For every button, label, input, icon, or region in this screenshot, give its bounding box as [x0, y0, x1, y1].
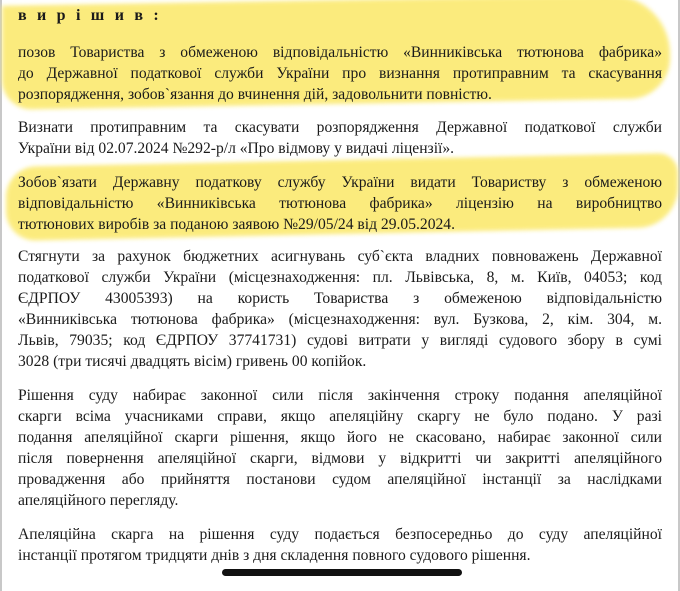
- paragraph-4-line: Стягнути за рахунок бюджетних асигнувань суб`єкта владних повноважень Державної: [18, 248, 662, 265]
- paragraph-5-line: після повернення апеляційної скарги, відмови у відкритті чи закритті апеляційного: [18, 450, 662, 467]
- paragraph-3-line: відповідальністю «Винниківська тютюнова фабрика» ліцензію на виробництво: [18, 195, 662, 212]
- paragraph-4-line: ЄДРПОУ 43005393) на користь Товариства з обмеженою відповідальністю: [18, 290, 662, 307]
- paragraph-5-line: скарги всіма учасниками справи, якщо апеляційну скаргу не було подано. У разі: [18, 408, 662, 425]
- paragraph-5-line: Рішення суду набирає законної сили після закінчення строку подання апеляційної: [18, 387, 662, 404]
- paragraph-5-line: подання апеляційної скарги рішення, якщо його не скасовано, набирає законної сили: [18, 429, 662, 446]
- paragraph-4-line: податкової служби України (місцезнаходження: пл. Львівська, 8, м. Київ, 04053; код: [18, 269, 662, 286]
- paragraph-2-line: України від 02.07.2024 №292-р/л «Про відмову у видачі ліцензії».: [18, 140, 455, 157]
- paragraph-4-line: Львів, 79035; код ЄДРПОУ 37741731) судові витрати у вигляді судового збору в сумі: [18, 332, 662, 349]
- paragraph-1-line: до Державної податкової служби України про визнання протиправним та скасування: [18, 65, 662, 82]
- paragraph-2-line: Визнати протиправним та скасувати розпорядження Державної податкової служби: [18, 119, 662, 136]
- paragraph-4-line: «Винниківська тютюнова фабрика» (місцезнаходження: вул. Бузкова, 2, кім. 304, м.: [18, 311, 662, 328]
- paragraph-3-line: Зобов`язати Державну податкову службу України видати Товариству з обмеженою: [18, 174, 662, 191]
- paragraph-6-line: Апеляційна скарга на рішення суду подається безпосередньо до суду апеляційної: [18, 526, 662, 543]
- paragraph-6-line: інстанції протягом тридцяти днів з дня складення повного судового рішення.: [18, 547, 531, 564]
- paragraph-1-line: позов Товариства з обмеженою відповідальністю «Винниківська тютюнова фабрика»: [18, 44, 662, 61]
- paragraph-1-line: розпорядження, зобов`язання до вчинення дій, задовольнити повністю.: [18, 86, 492, 103]
- paragraph-5-line: провадження або прийняття постанови судом апеляційної інстанції за наслідками: [18, 471, 662, 488]
- decision-heading: в и р і ш и в :: [18, 7, 162, 24]
- home-indicator-bar[interactable]: [222, 569, 462, 576]
- paragraph-3-line: тютюнових виробів за поданою заявою №29/05/24 від 29.05.2024.: [18, 216, 455, 233]
- paragraph-4-line: 3028 (три тисячі двадцять вісім) гривень 00 копійок.: [18, 353, 367, 370]
- paragraph-5-line: апеляційного перегляду.: [18, 492, 179, 509]
